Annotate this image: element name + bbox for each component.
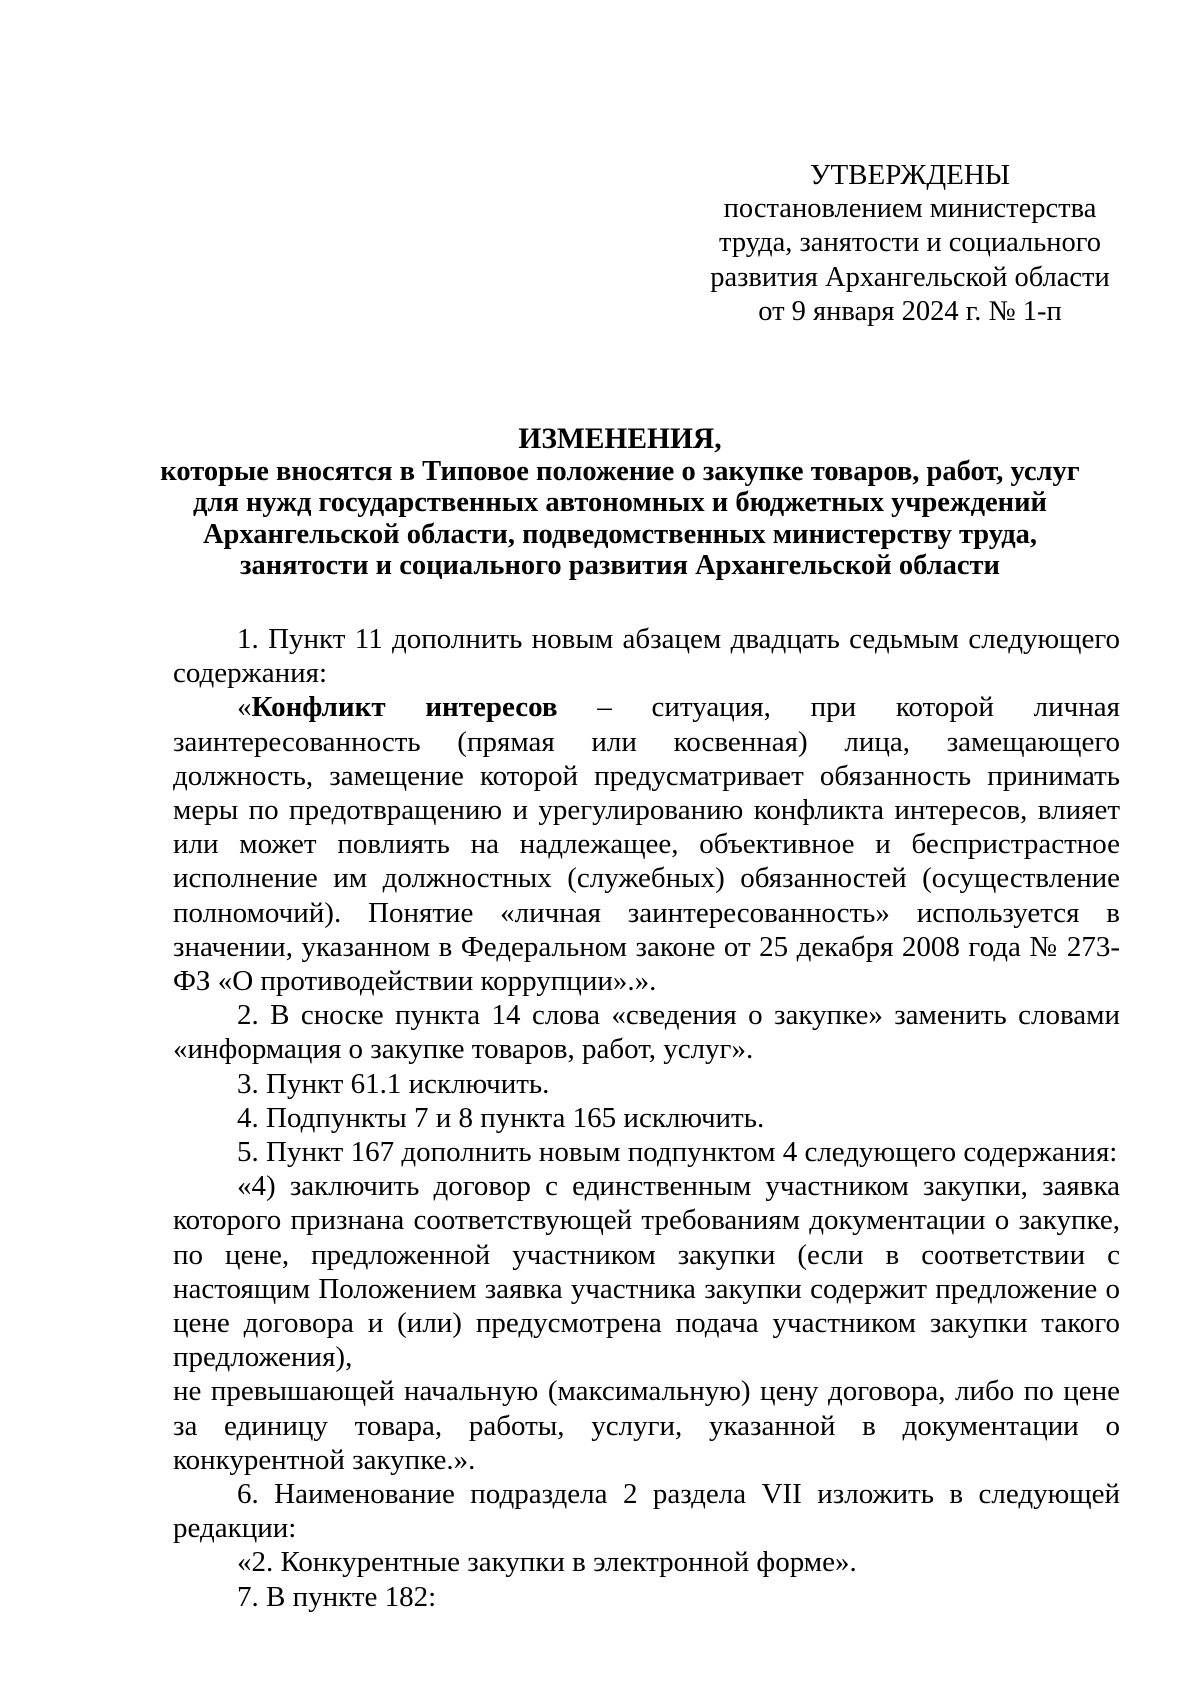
approval-line: развития Архангельской области bbox=[710, 261, 1110, 293]
paragraph-5-quote: «4) заключить договор с единственным участником закупки, заявка которого признана соответствующей требованиям документации о закупке, по цене, предложенной участником закупки (если в соответствии с настоящим Положением заявка участника закупки содержит предложение о цене договора и (или) предусмотрена подача участником закупки такого предложения), bbox=[173, 1170, 1120, 1374]
approval-heading: УТВЕРЖДЕНЫ bbox=[809, 159, 1011, 191]
title-subtitle: которые вносятся в Типовое положение о закупке товаров, работ, услуг для нужд государственных автономных и бюджетных учреждений Архангельской области, подведомственных министерству труда, занятости и социального развития Архангельской области bbox=[160, 455, 1080, 581]
document-body bbox=[173, 622, 1120, 1614]
paragraph-5-continuation: не превышающей начальную (максимальную) цену договора, либо по цене за единицу товара, работы, услуги, указанной в документации о конкурентной закупке.». bbox=[173, 1375, 1120, 1476]
approval-date: от 9 января 2024 г. № 1-п bbox=[758, 295, 1062, 327]
paragraph-1-definition bbox=[173, 690, 1120, 998]
approval-stamp bbox=[690, 158, 1130, 329]
paragraph-6-quote: «2. Конкурентные закупки в электронной форме». bbox=[237, 1546, 857, 1579]
paragraph-5: 5. Пункт 167 дополнить новым подпунктом 4 следующего содержания: bbox=[237, 1136, 1118, 1169]
paragraph-6: 6. Наименование подраздела 2 раздела VII изложить в следующей редакции: bbox=[173, 1478, 1120, 1545]
title-main: ИЗМЕНЕНИЯ, bbox=[518, 423, 722, 455]
quote-open: « bbox=[237, 691, 252, 724]
paragraph-4: 4. Подпункты 7 и 8 пункта 165 исключить. bbox=[237, 1101, 765, 1134]
paragraph-7: 7. В пункте 182: bbox=[237, 1580, 437, 1613]
approval-line: постановлением министерства bbox=[723, 193, 1097, 225]
document-title bbox=[150, 424, 1090, 582]
paragraph-2: 2. В сноске пункта 14 слова «сведения о закупке» заменить словами «информация о закупке товаров, работ, услуг». bbox=[173, 999, 1120, 1066]
approval-line: труда, занятости и социального bbox=[719, 227, 1101, 259]
paragraph-1: 1. Пункт 11 дополнить новым абзацем двадцать седьмым следующего содержания: bbox=[173, 623, 1120, 690]
definition-text: – ситуация, при которой личная заинтересованность (прямая или косвенная) лица, замещающего должность, замещение которой предусматривает обязанность принимать меры по предотвращению и урегулированию конфликта интересов, влияет или может повлиять на надлежащее, объективное и беспристрастное исполнение им должностных (служебных) обязанностей (осуществление полномочий). Понятие «личная заинтересованность» используется в значении, указанном в Федеральном законе от 25 декабря 2008 года № 273-ФЗ «О противодействии коррупции».». bbox=[173, 691, 1120, 998]
paragraph-3: 3. Пункт 61.1 исключить. bbox=[237, 1067, 550, 1100]
defined-term: Конфликт интересов bbox=[251, 691, 558, 724]
